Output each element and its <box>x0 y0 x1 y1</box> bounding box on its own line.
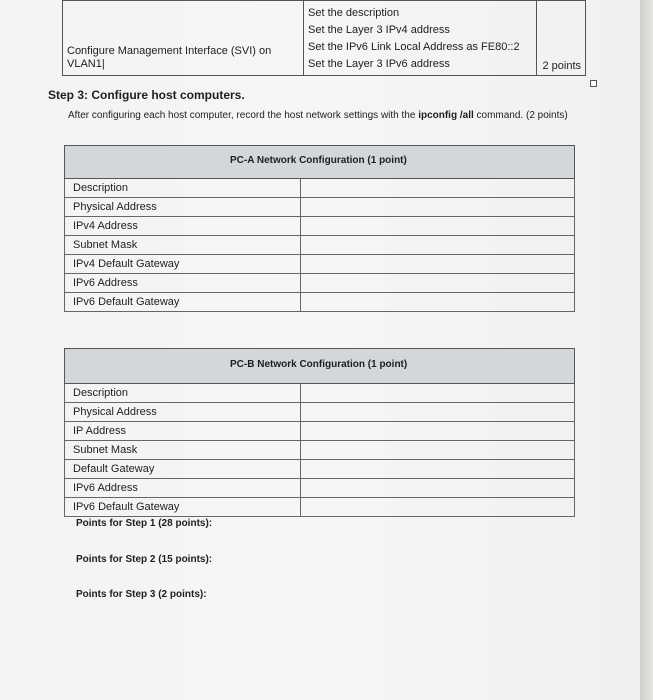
row-label: IP Address <box>65 422 301 441</box>
points-step1: Points for Step 1 (28 points): <box>76 518 213 529</box>
value-cell[interactable] <box>301 498 575 517</box>
row-label: IPv6 Address <box>65 479 301 498</box>
instruction-command: ipconfig /all <box>418 110 474 121</box>
value-cell[interactable] <box>301 403 575 422</box>
row-label: Subnet Mask <box>65 236 301 255</box>
pc-b-table-header: PC-B Network Configuration (1 point) <box>65 349 575 384</box>
row-label: Default Gateway <box>65 460 301 479</box>
table-row <box>65 460 575 479</box>
row-label: Physical Address <box>65 198 301 217</box>
task-item: Set the Layer 3 IPv4 address <box>308 24 450 36</box>
table-row <box>65 422 575 441</box>
table-row <box>65 293 575 312</box>
table-row <box>65 479 575 498</box>
table-row <box>65 384 575 403</box>
table-row <box>65 217 575 236</box>
table-row <box>65 274 575 293</box>
value-cell[interactable] <box>301 255 575 274</box>
value-cell[interactable] <box>301 274 575 293</box>
page-edge <box>640 0 653 700</box>
svi-config-table <box>62 0 586 76</box>
row-label: Physical Address <box>65 403 301 422</box>
value-cell[interactable] <box>301 198 575 217</box>
table-row <box>63 1 586 76</box>
value-cell[interactable] <box>301 479 575 498</box>
instruction-text: After configuring each host computer, record the host network settings with the <box>68 110 419 121</box>
step3-title: Step 3: Configure host computers. <box>48 88 245 102</box>
row-label: IPv4 Address <box>65 217 301 236</box>
svi-row-label: Configure Management Interface (SVI) on VLAN1| <box>63 1 304 76</box>
checkbox-icon[interactable] <box>590 80 597 87</box>
table-row <box>65 403 575 422</box>
task-item: Set the description <box>308 7 400 19</box>
table-row <box>65 198 575 217</box>
svi-task-list <box>304 1 537 76</box>
row-label: Description <box>65 179 301 198</box>
value-cell[interactable] <box>301 179 575 198</box>
value-cell[interactable] <box>301 422 575 441</box>
step3-instruction <box>68 110 588 122</box>
pc-b-config-table <box>64 348 575 517</box>
value-cell[interactable] <box>301 236 575 255</box>
value-cell[interactable] <box>301 460 575 479</box>
pc-a-table-header: PC-A Network Configuration (1 point) <box>65 146 575 179</box>
svi-points: 2 points <box>537 1 586 76</box>
row-label: IPv6 Default Gateway <box>65 293 301 312</box>
table-row <box>65 441 575 460</box>
instruction-text-end: command. (2 points) <box>473 110 568 121</box>
table-row <box>65 255 575 274</box>
points-step2: Points for Step 2 (15 points): <box>76 554 213 565</box>
value-cell[interactable] <box>301 293 575 312</box>
row-label: IPv6 Default Gateway <box>65 498 301 517</box>
row-label: IPv6 Address <box>65 274 301 293</box>
task-item: Set the Layer 3 IPv6 address <box>308 58 450 70</box>
value-cell[interactable] <box>301 441 575 460</box>
row-label: Description <box>65 384 301 403</box>
value-cell[interactable] <box>301 217 575 236</box>
row-label: Subnet Mask <box>65 441 301 460</box>
row-label: IPv4 Default Gateway <box>65 255 301 274</box>
table-row <box>65 498 575 517</box>
task-item: Set the IPv6 Link Local Address as FE80::2 <box>308 41 520 53</box>
table-row <box>65 179 575 198</box>
pc-a-config-table <box>64 145 575 312</box>
points-step3: Points for Step 3 (2 points): <box>76 589 207 600</box>
value-cell[interactable] <box>301 384 575 403</box>
table-row <box>65 236 575 255</box>
